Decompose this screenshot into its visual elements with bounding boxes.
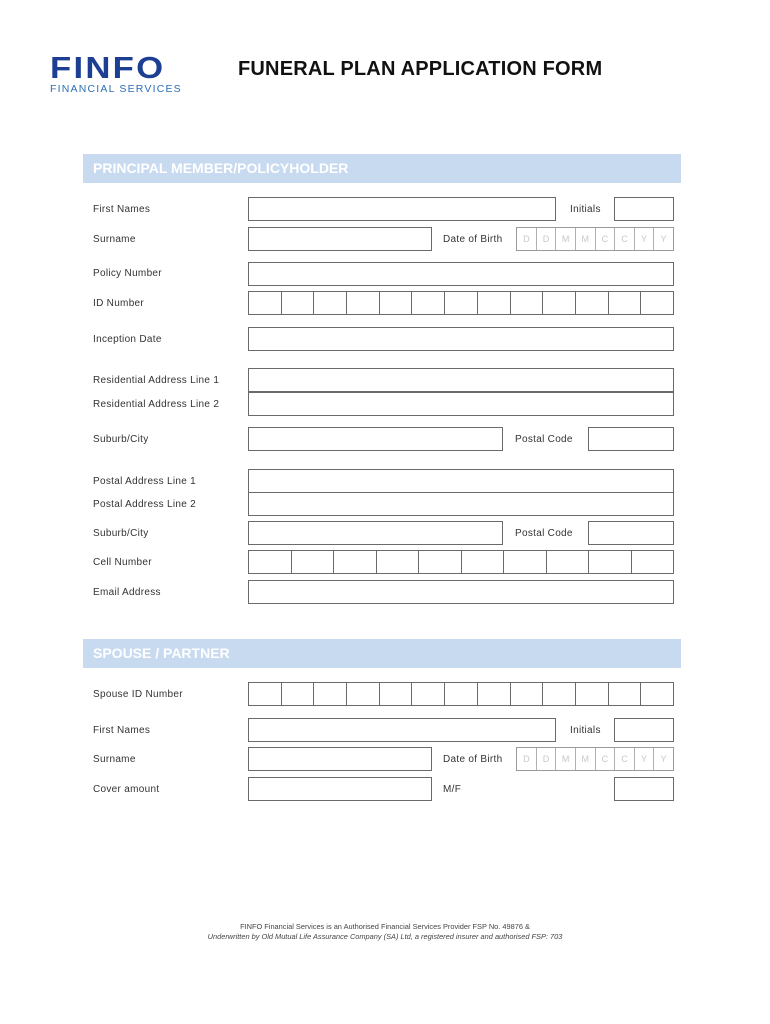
cover-amount-label: Cover amount: [93, 784, 160, 795]
policy-number-input[interactable]: [248, 262, 674, 286]
cell-digit-cell[interactable]: [333, 551, 376, 573]
cell-digit-cell[interactable]: [418, 551, 461, 573]
dob-cell[interactable]: D: [536, 228, 556, 250]
residential-address-line1-label: Residential Address Line 1: [93, 375, 220, 386]
id-digit-cell[interactable]: [379, 683, 412, 705]
id-digit-cell[interactable]: [510, 292, 543, 314]
residential-postal-code-input[interactable]: [588, 427, 674, 451]
dob-cell[interactable]: D: [523, 754, 530, 764]
id-digit-cell[interactable]: [249, 292, 281, 314]
dob-cell[interactable]: M: [575, 228, 595, 250]
dob-cell[interactable]: D: [523, 234, 530, 244]
residential-postal-code-label: Postal Code: [515, 434, 573, 445]
id-digit-cell[interactable]: [510, 683, 543, 705]
footer-line1: FINFO Financial Services is an Authorised Financial Services Provider FSP No. 49876 &: [240, 922, 530, 931]
spouse-initials-input[interactable]: [614, 718, 674, 742]
gender-label: M/F: [443, 784, 462, 795]
form-title: FUNERAL PLAN APPLICATION FORM: [238, 58, 603, 80]
postal-address-line1-input[interactable]: [248, 469, 674, 493]
initials-label: Initials: [570, 204, 601, 215]
id-digit-cell[interactable]: [477, 683, 510, 705]
spouse-first-names-input[interactable]: [248, 718, 556, 742]
dob-cell[interactable]: C: [595, 228, 615, 250]
id-digit-cell[interactable]: [542, 683, 575, 705]
id-digit-cell[interactable]: [608, 683, 641, 705]
section-header-principal: PRINCIPAL MEMBER/POLICYHOLDER: [83, 154, 681, 183]
dob-cell[interactable]: Y: [634, 748, 654, 770]
surname-input[interactable]: [248, 227, 432, 251]
id-digit-cell[interactable]: [313, 292, 346, 314]
email-address-input[interactable]: [248, 580, 674, 604]
cover-amount-input[interactable]: [248, 777, 432, 801]
policy-number-label: Policy Number: [93, 268, 162, 279]
cell-digit-cell[interactable]: [631, 551, 674, 573]
first-names-input[interactable]: [248, 197, 556, 221]
residential-suburb-label: Suburb/City: [93, 434, 149, 445]
id-number-input[interactable]: [248, 291, 674, 315]
dob-cell[interactable]: D: [536, 748, 556, 770]
inception-date-input[interactable]: [248, 327, 674, 351]
postal-postal-code-label: Postal Code: [515, 528, 573, 539]
cell-digit-cell[interactable]: [503, 551, 546, 573]
spouse-surname-input[interactable]: [248, 747, 432, 771]
gender-input[interactable]: [614, 777, 674, 801]
date-of-birth-label: Date of Birth: [443, 234, 503, 245]
id-digit-cell[interactable]: [444, 292, 477, 314]
id-digit-cell[interactable]: [411, 292, 444, 314]
section-header-spouse: SPOUSE / PARTNER: [83, 639, 681, 668]
logo-subtitle: FINANCIAL SERVICES: [50, 83, 182, 95]
inception-date-label: Inception Date: [93, 334, 162, 345]
date-of-birth-input[interactable]: [516, 227, 674, 251]
id-digit-cell[interactable]: [640, 683, 673, 705]
id-digit-cell[interactable]: [542, 292, 575, 314]
postal-address-line2-input[interactable]: [248, 492, 674, 516]
id-digit-cell[interactable]: [477, 292, 510, 314]
postal-suburb-input[interactable]: [248, 521, 503, 545]
spouse-date-of-birth-input[interactable]: [516, 747, 674, 771]
id-digit-cell[interactable]: [411, 683, 444, 705]
id-digit-cell[interactable]: [249, 683, 281, 705]
residential-suburb-input[interactable]: [248, 427, 503, 451]
cell-digit-cell[interactable]: [546, 551, 589, 573]
id-digit-cell[interactable]: [379, 292, 412, 314]
id-digit-cell[interactable]: [346, 683, 379, 705]
id-number-label: ID Number: [93, 298, 145, 309]
dob-cell[interactable]: Y: [653, 228, 673, 250]
spouse-surname-label: Surname: [93, 754, 136, 765]
surname-label: Surname: [93, 234, 136, 245]
id-digit-cell[interactable]: [444, 683, 477, 705]
cell-number-label: Cell Number: [93, 557, 152, 568]
id-digit-cell[interactable]: [640, 292, 673, 314]
id-digit-cell[interactable]: [575, 292, 608, 314]
cell-digit-cell[interactable]: [588, 551, 631, 573]
footer-disclaimer: [0, 922, 770, 942]
dob-cell[interactable]: M: [575, 748, 595, 770]
spouse-id-number-input[interactable]: [248, 682, 674, 706]
spouse-date-of-birth-label: Date of Birth: [443, 754, 503, 765]
cell-digit-cell[interactable]: [249, 551, 291, 573]
dob-cell[interactable]: Y: [653, 748, 673, 770]
footer-line2: Underwritten by Old Mutual Life Assurance Company (SA) Ltd, a registered insurer and authorised FSP: 703: [207, 932, 563, 941]
residential-address-line1-input[interactable]: [248, 368, 674, 392]
cell-digit-cell[interactable]: [461, 551, 504, 573]
cell-number-input[interactable]: [248, 550, 674, 574]
id-digit-cell[interactable]: [346, 292, 379, 314]
finfo-logo: [50, 50, 200, 95]
cell-digit-cell[interactable]: [291, 551, 334, 573]
dob-cell[interactable]: C: [614, 748, 634, 770]
postal-suburb-label: Suburb/City: [93, 528, 149, 539]
dob-cell[interactable]: C: [614, 228, 634, 250]
postal-address-line2-label: Postal Address Line 2: [93, 499, 197, 510]
id-digit-cell[interactable]: [281, 292, 314, 314]
postal-postal-code-input[interactable]: [588, 521, 674, 545]
dob-cell[interactable]: C: [595, 748, 615, 770]
spouse-id-number-label: Spouse ID Number: [93, 689, 183, 700]
dob-cell[interactable]: M: [555, 228, 575, 250]
id-digit-cell[interactable]: [608, 292, 641, 314]
id-digit-cell[interactable]: [281, 683, 314, 705]
email-address-label: Email Address: [93, 587, 161, 598]
initials-input[interactable]: [614, 197, 674, 221]
first-names-label: First Names: [93, 204, 151, 215]
spouse-initials-label: Initials: [570, 725, 601, 736]
dob-cell[interactable]: Y: [634, 228, 654, 250]
logo-wordmark: FINFO: [50, 50, 166, 85]
cell-digit-cell[interactable]: [376, 551, 419, 573]
id-digit-cell[interactable]: [313, 683, 346, 705]
residential-address-line2-label: Residential Address Line 2: [93, 399, 220, 410]
id-digit-cell[interactable]: [575, 683, 608, 705]
postal-address-line1-label: Postal Address Line 1: [93, 476, 197, 487]
spouse-first-names-label: First Names: [93, 725, 151, 736]
dob-cell[interactable]: M: [555, 748, 575, 770]
residential-address-line2-input[interactable]: [248, 392, 674, 416]
